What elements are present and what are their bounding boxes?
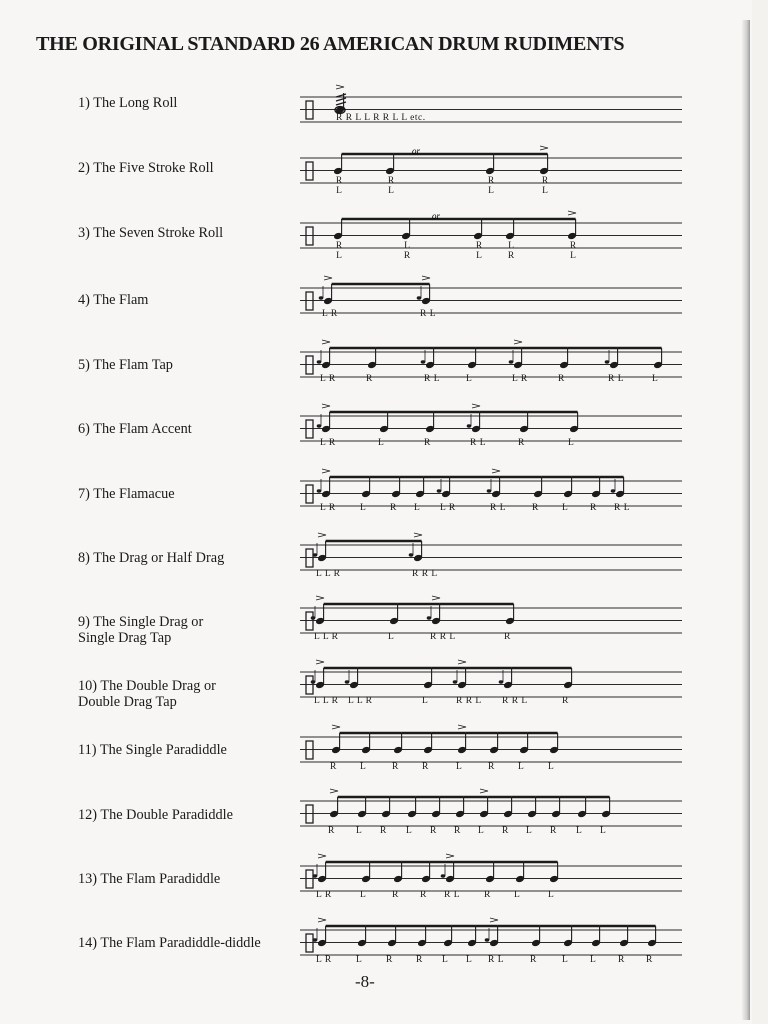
- sticking-token: L: [526, 826, 533, 836]
- sticking-token: R L: [488, 955, 505, 965]
- sticking-lower: L: [388, 186, 394, 196]
- sticking-token: R: [504, 632, 511, 642]
- sticking-token: R: [518, 438, 525, 448]
- sticking-token: L R: [512, 374, 528, 384]
- tremolo-slash: [336, 102, 346, 105]
- sticking-token: L: [356, 826, 363, 836]
- accent-mark: [336, 85, 344, 89]
- sticking-token: R: [530, 955, 537, 965]
- rudiment-title: 13) The Flam Paradiddle: [78, 871, 221, 887]
- sticking-token: L R: [320, 374, 336, 384]
- sticking-lower: L: [542, 186, 548, 196]
- sticking-upper: R: [335, 176, 343, 186]
- accent-mark: [316, 660, 324, 664]
- sticking-token: R: [380, 826, 387, 836]
- percussion-clef: [306, 676, 313, 694]
- percussion-clef: [306, 227, 313, 245]
- sticking-token: R L: [608, 374, 625, 384]
- sticking-pair: [384, 176, 398, 196]
- sticking-token: L: [652, 374, 659, 384]
- page-edge-shadow: [742, 20, 750, 1020]
- sticking-lower: R: [507, 251, 515, 261]
- rudiment-title: 5) The Flam Tap: [78, 357, 173, 373]
- sticking-upper: R: [475, 241, 483, 251]
- accent-mark: [480, 789, 488, 793]
- sticking-text: R R L L R R L L etc.: [336, 113, 426, 123]
- sticking-token: L R: [320, 503, 336, 513]
- sticking-token: L L R: [348, 696, 373, 706]
- accent-mark: [446, 854, 454, 858]
- sticking-upper: R: [541, 176, 549, 186]
- sticking-upper: R: [387, 176, 395, 186]
- accent-mark: [322, 404, 330, 408]
- sticking-token: R: [502, 826, 509, 836]
- accent-mark: [316, 596, 324, 600]
- sticking-token: L: [466, 374, 473, 384]
- percussion-clef: [306, 162, 313, 180]
- sticking-token: R: [562, 696, 569, 706]
- sticking-token: R L: [614, 503, 631, 513]
- sticking-token: R R L: [456, 696, 482, 706]
- sticking-upper: L: [404, 241, 410, 251]
- sticking-token: R: [386, 955, 393, 965]
- sticking-token: L: [590, 955, 597, 965]
- sticking-token: L: [514, 890, 521, 900]
- music-staff: [300, 276, 686, 328]
- sticking-token: R L: [490, 503, 507, 513]
- sticking-token: R: [420, 890, 427, 900]
- sticking-token: L: [360, 762, 367, 772]
- percussion-clef: [306, 356, 313, 374]
- percussion-clef: [306, 485, 313, 503]
- sticking-token: R: [646, 955, 653, 965]
- sticking-token: R: [550, 826, 557, 836]
- sticking-token: L: [422, 696, 429, 706]
- rudiment-title: 3) The Seven Stroke Roll: [78, 225, 224, 241]
- sticking-pair: [332, 241, 346, 261]
- sticking-pair: [332, 176, 346, 196]
- sticking-upper: R: [335, 241, 343, 251]
- accent-mark: [322, 340, 330, 344]
- sticking-token: R: [558, 374, 565, 384]
- rudiment-title: 1) The Long Roll: [78, 95, 178, 111]
- sticking-lower: L: [570, 251, 576, 261]
- sticking-token: L L R: [314, 696, 339, 706]
- sticking-token: L: [562, 955, 569, 965]
- sticking-pair: [538, 176, 552, 196]
- rudiment-title: 4) The Flam: [78, 292, 149, 308]
- sticking-token: L: [568, 438, 575, 448]
- sticking-token: R L: [470, 438, 487, 448]
- sticking-token: R: [422, 762, 429, 772]
- music-staff: [300, 340, 686, 392]
- sticking-token: L: [548, 890, 555, 900]
- sticking-token: L: [378, 438, 385, 448]
- sticking-pair: [566, 241, 580, 261]
- or-label: or: [432, 211, 441, 221]
- sticking-pair: [472, 241, 486, 261]
- music-staff: [300, 854, 686, 906]
- tremolo-slash: [336, 98, 346, 101]
- sticking-token: R: [416, 955, 423, 965]
- sticking-lower: L: [336, 186, 342, 196]
- page-title: THE ORIGINAL STANDARD 26 AMERICAN DRUM RUDIMENTS: [36, 33, 625, 55]
- sticking-upper: R: [569, 241, 577, 251]
- percussion-clef: [306, 101, 313, 119]
- sticking-token: L R: [440, 503, 456, 513]
- music-staff: [300, 85, 686, 137]
- sticking-token: L: [360, 890, 367, 900]
- percussion-clef: [306, 870, 313, 888]
- sticking-token: L L R: [314, 632, 339, 642]
- percussion-clef: [306, 805, 313, 823]
- rudiment-title: 14) The Flam Paradiddle-diddle: [78, 935, 261, 951]
- accent-mark: [324, 276, 332, 280]
- accent-mark: [322, 469, 330, 473]
- sticking-token: L R: [316, 955, 332, 965]
- accent-mark: [330, 789, 338, 793]
- accent-mark: [492, 469, 500, 473]
- sticking-token: L R: [322, 309, 338, 319]
- accent-mark: [568, 211, 576, 215]
- sticking-token: L: [518, 762, 525, 772]
- accent-mark: [414, 533, 422, 537]
- rudiment-title: 2) The Five Stroke Roll: [78, 160, 214, 176]
- sticking-token: R: [392, 890, 399, 900]
- music-staff: [300, 404, 686, 456]
- sticking-pair: [400, 241, 414, 261]
- sticking-token: R: [430, 826, 437, 836]
- accent-mark: [422, 276, 430, 280]
- percussion-clef: [306, 292, 313, 310]
- sticking-token: R: [484, 890, 491, 900]
- sticking-upper: R: [487, 176, 495, 186]
- sticking-lower: L: [336, 251, 342, 261]
- accent-mark: [472, 404, 480, 408]
- sticking-token: R: [424, 438, 431, 448]
- rudiment-title: 9) The Single Drag or Single Drag Tap: [78, 614, 204, 646]
- sticking-token: L: [548, 762, 555, 772]
- percussion-clef: [306, 420, 313, 438]
- sticking-token: R: [488, 762, 495, 772]
- accent-mark: [490, 918, 498, 922]
- percussion-clef: [306, 934, 313, 952]
- accent-mark: [458, 725, 466, 729]
- page-number: -8-: [355, 972, 375, 991]
- sticking-token: R: [330, 762, 337, 772]
- sticking-token: R: [366, 374, 373, 384]
- sticking-token: L: [456, 762, 463, 772]
- sticking-lower: L: [476, 251, 482, 261]
- percussion-clef: [306, 741, 313, 759]
- sticking-token: R: [618, 955, 625, 965]
- accent-mark: [318, 854, 326, 858]
- sticking-token: R: [392, 762, 399, 772]
- sticking-token: R L: [424, 374, 441, 384]
- or-label: or: [412, 146, 421, 156]
- sticking-token: R L: [444, 890, 461, 900]
- sticking-token: L: [388, 632, 395, 642]
- sticking-token: R R L: [502, 696, 528, 706]
- sticking-token: L: [600, 826, 607, 836]
- sticking-token: R R L: [430, 632, 456, 642]
- sticking-lower: L: [488, 186, 494, 196]
- sticking-token: L: [414, 503, 421, 513]
- sticking-token: L: [360, 503, 367, 513]
- accent-mark: [332, 725, 340, 729]
- accent-mark: [514, 340, 522, 344]
- percussion-clef: [306, 549, 313, 567]
- sticking-token: L: [576, 826, 583, 836]
- sticking-token: R: [532, 503, 539, 513]
- sticking-pair: [504, 241, 518, 261]
- sticking-token: L: [562, 503, 569, 513]
- sticking-token: L: [478, 826, 485, 836]
- sticking-token: R: [328, 826, 335, 836]
- rudiment-title: 6) The Flam Accent: [78, 421, 192, 437]
- accent-mark: [458, 660, 466, 664]
- sticking-token: L: [442, 955, 449, 965]
- sticking-token: R R L: [412, 569, 438, 579]
- sticking-token: R L: [420, 309, 437, 319]
- sticking-token: R: [390, 503, 397, 513]
- sticking-token: R: [590, 503, 597, 513]
- music-staff: [300, 211, 686, 263]
- sticking-upper: L: [508, 241, 514, 251]
- rudiment-title: 10) The Double Drag or Double Drag Tap: [78, 678, 216, 710]
- sticking-token: L: [406, 826, 413, 836]
- sticking-token: L L R: [316, 569, 341, 579]
- rudiment-title: 8) The Drag or Half Drag: [78, 550, 225, 566]
- sticking-token: R: [454, 826, 461, 836]
- music-staff: [300, 469, 686, 521]
- accent-mark: [318, 533, 326, 537]
- sticking-pair: [484, 176, 498, 196]
- sticking-token: L R: [320, 438, 336, 448]
- music-staff: [300, 596, 686, 648]
- sticking-token: L: [466, 955, 473, 965]
- rudiment-title: 7) The Flamacue: [78, 486, 175, 502]
- sticking-token: L: [356, 955, 363, 965]
- sticking-lower: R: [403, 251, 411, 261]
- music-staff: [300, 533, 686, 585]
- sticking-token: L R: [316, 890, 332, 900]
- rudiment-title: 12) The Double Paradiddle: [78, 807, 233, 823]
- accent-mark: [432, 596, 440, 600]
- rudiment-title: 11) The Single Paradiddle: [78, 742, 227, 758]
- percussion-clef: [306, 612, 313, 630]
- accent-mark: [318, 918, 326, 922]
- accent-mark: [540, 146, 548, 150]
